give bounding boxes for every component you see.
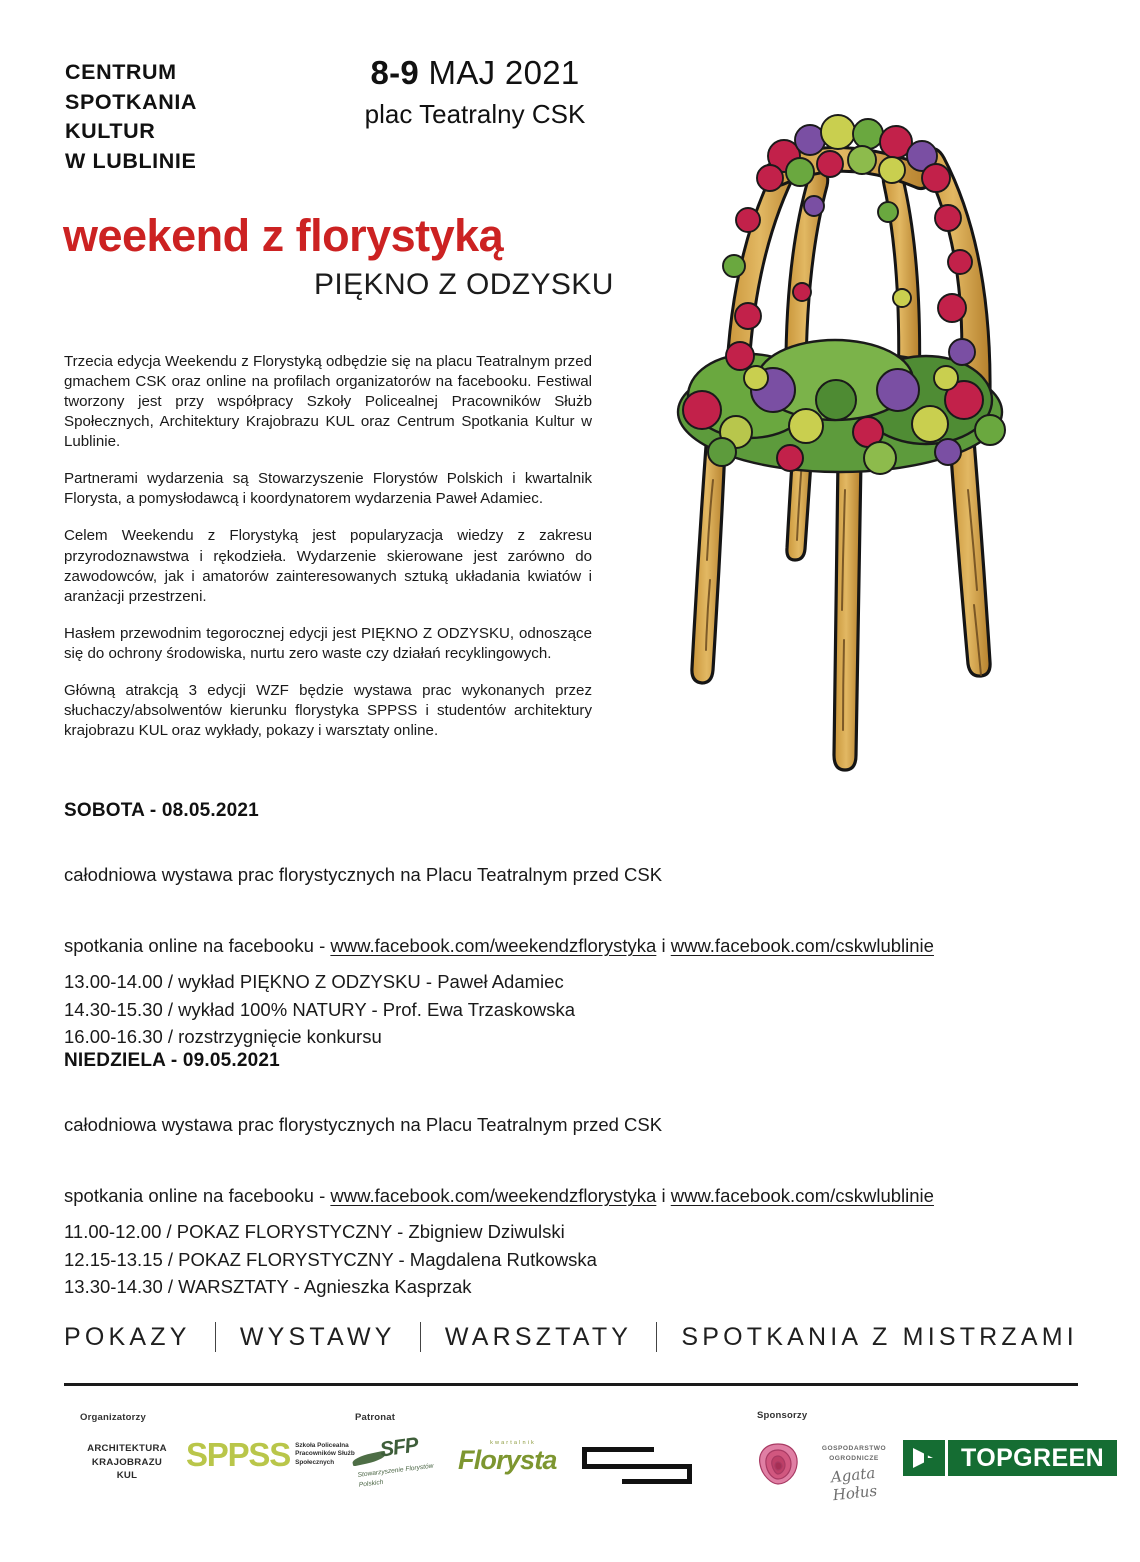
florysta-logo-mark: Florysta [458, 1445, 557, 1475]
schedule-saturday [64, 800, 1076, 1051]
sunday-program-item: 13.30-14.30 / WARSZTATY - Agnieszka Kasprzak [64, 1276, 472, 1298]
intro-paragraph-3: Celem Weekendu z Florystyką jest popularyzacja wiedzy z zakresu przyrodoznawstwa i rękodzieła. Wydarzenie skierowane jest zarówno do zawodowców, jak i amatorów zainteresowanych sztuką układania kwiatów i aranżacji przestrzeni. [64, 527, 592, 605]
abstract-cs-logo-icon [580, 1445, 706, 1485]
kul-logo-line-1: ARCHITEKTURA [87, 1443, 167, 1454]
saturday-program-item: 13.00-14.00 / wykład PIĘKNO Z ODZYSKU - Paweł Adamiec [64, 971, 564, 992]
kul-logo [72, 1442, 182, 1483]
saturday-program-list [64, 968, 1076, 1051]
saturday-program-item: 16.00-16.30 / rozstrzygnięcie konkursu [64, 1026, 382, 1048]
poster-footer [0, 1400, 1140, 1562]
florysta-logo-kicker: kwartalnik [490, 1440, 536, 1446]
saturday-program-item: 14.30-15.30 / wykład 100% NATURY - Prof. Ewa Trzaskowska [64, 998, 576, 1020]
topgreen-leaf-icon [903, 1440, 945, 1476]
gospodarstwo-line-1: GOSPODARSTWO [821, 1445, 887, 1452]
sppss-logo-mark: SPPSS [186, 1436, 291, 1473]
brand-line-1: CENTRUM [65, 60, 177, 84]
event-date-block [345, 55, 605, 132]
topgreen-logo [903, 1440, 1117, 1476]
sppss-logo [186, 1438, 371, 1471]
intro-paragraph-1: Trzecia edycja Weekendu z Florystyką odbędzie się na placu Teatralnym przed gmachem CSK oraz online na profilach organizatorów na facebooku. Festiwal tworzony jest przy współpracy Szkoły Policealnej Pracowników Służb Społecznych, Architektury Krajobrazu KUL oraz Centrum Spotkania Kultur w Lublinie. [64, 353, 592, 451]
cs-logo-bar [622, 1479, 692, 1484]
sppss-logo-subtitle: Szkoła Policealna Pracowników Służb Społecznych [295, 1441, 355, 1466]
saturday-facebook-link-csk[interactable]: www.facebook.com/cskwlublinie [670, 935, 934, 956]
tagline-word-spotkania: SPOTKANIA Z MISTRZAMI [681, 1322, 1078, 1351]
saturday-all-day-note: całodniowa wystawa prac florystycznych na Placu Teatralnym przed CSK [64, 864, 663, 885]
horizontal-rule [64, 1383, 1078, 1386]
event-date-month-year: MAJ 2021 [419, 54, 580, 91]
kul-logo-line-3: KUL [116, 1470, 138, 1482]
sfp-logo-subtitle: Stowarzyszenie Florystów Polskich [357, 1462, 434, 1489]
sunday-facebook-link-wzf[interactable]: www.facebook.com/weekendzflorystyka [330, 1185, 657, 1206]
event-place: plac Teatralny CSK [364, 98, 586, 129]
sfp-logo [350, 1433, 454, 1492]
saturday-facebook-link-wzf[interactable]: www.facebook.com/weekendzflorystyka [330, 935, 657, 956]
rose-icon [752, 1438, 804, 1490]
brand-line-4: W LUBLINIE [65, 148, 197, 173]
intro-paragraph-2: Partnerami wydarzenia są Stowarzyszenie Florystów Polskich i kwartalnik Florysta, a pomysłodawcą i koordynatorem wydarzenia Paweł Adamiec. [64, 470, 592, 508]
gospodarstwo-signature: Agata Hołus [830, 1463, 878, 1505]
sunday-online-prefix: spotkania online na facebooku - [64, 1185, 331, 1206]
florysta-logo [458, 1440, 568, 1474]
intro-paragraph-4: Hasłem przewodnim tegorocznej edycji jest PIĘKNO Z ODZYSKU, odnoszące się do ochrony środowiska, nurtu zero waste czy działań recyklingowych. [64, 624, 592, 662]
tagline-word-warsztaty: WARSZTATY [444, 1322, 633, 1351]
sunday-program-list [64, 1218, 1076, 1301]
gospodarstwo-ogrodnicze-logo [752, 1432, 902, 1506]
footer-label-organizers: Organizatorzy [80, 1412, 146, 1423]
tagline-word-wystawy: WYSTAWY [239, 1322, 396, 1351]
gospodarstwo-line-2: OGRODNICZE [829, 1454, 879, 1462]
event-date-days: 8-9 [370, 54, 420, 91]
intro-paragraph-5: Główną atrakcją 3 edycji WZF będzie wystawa prac wykonanych przez słuchaczy/absolwentów kierunku florystyka SPPSS i studentów architektury krajobrazu KUL oraz wykłady, pokazy i warsztaty online. [64, 681, 592, 739]
sunday-program-item: 11.00-12.00 / POKAZ FLORYSTYCZNY - Zbigniew Dziwulski [64, 1221, 565, 1242]
sunday-all-day-note: całodniowa wystawa prac florystycznych na Placu Teatralnym przed CSK [64, 1114, 663, 1135]
tagline-divider [656, 1322, 657, 1352]
sunday-facebook-link-csk[interactable]: www.facebook.com/cskwlublinie [670, 1185, 934, 1206]
floral-chair-illustration [630, 60, 1070, 820]
organizer-brand [65, 58, 197, 177]
sfp-logo-mark: SFP [378, 1433, 420, 1462]
gospodarstwo-logo-text [808, 1444, 900, 1463]
footer-label-patronage: Patronat [355, 1412, 396, 1423]
tagline-band [64, 1322, 1078, 1352]
brand-line-3: KULTUR [65, 119, 156, 144]
topgreen-logo-mark: TOPGREEN [948, 1440, 1117, 1476]
saturday-online-line [64, 935, 1076, 957]
sunday-online-joiner: i [656, 1185, 671, 1206]
intro-text [64, 352, 592, 741]
tagline-divider [215, 1322, 216, 1352]
saturday-online-joiner: i [656, 935, 671, 956]
schedule-sunday [64, 1050, 1076, 1301]
saturday-online-prefix: spotkania online na facebooku - [64, 935, 331, 956]
sunday-online-line [64, 1185, 1076, 1207]
cs-logo-bar [582, 1464, 692, 1469]
cs-logo-bar [582, 1447, 654, 1452]
tagline-word-pokazy: POKAZY [64, 1322, 191, 1351]
sunday-program-item: 12.15-13.15 / POKAZ FLORYSTYCZNY - Magdalena Rutkowska [64, 1248, 597, 1270]
page-subtitle: PIĘKNO Z ODZYSKU [314, 268, 614, 301]
saturday-heading: SOBOTA - 08.05.2021 [64, 800, 259, 821]
page-title: weekend z florystyką [63, 210, 504, 261]
footer-label-sponsors: Sponsorzy [757, 1410, 808, 1421]
event-date [345, 55, 605, 92]
brand-line-2: SPOTKANIA [65, 89, 198, 114]
kul-logo-line-2: KRAJOBRAZU [91, 1456, 163, 1468]
sunday-heading: NIEDZIELA - 09.05.2021 [64, 1050, 280, 1071]
tagline-divider [420, 1322, 421, 1352]
